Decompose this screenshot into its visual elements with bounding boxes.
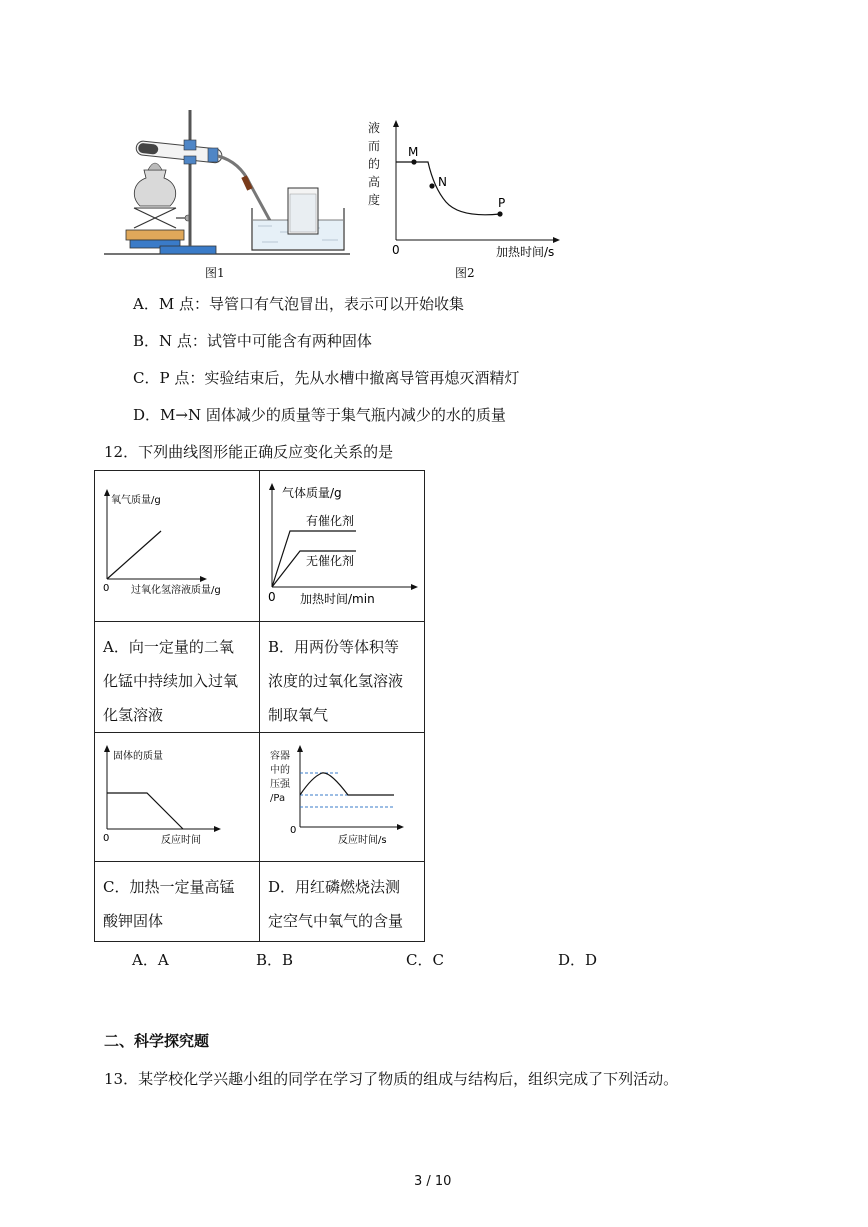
graph-d (260, 733, 424, 857)
q12-option-c-line-2: 酸钾固体 (103, 912, 164, 930)
q12-option-a-line-2: 化锰中持续加入过氧 (103, 672, 239, 690)
svg-text:液: 液 (368, 121, 381, 135)
graph-b-label-bottom: 无催化剂 (306, 554, 355, 568)
graph-c-origin: 0 (103, 833, 110, 844)
q12-stem: 12．下列曲线图形能正确反应变化关系的是 (104, 443, 394, 461)
graph-c-ylabel: 固体的质量 (113, 751, 163, 762)
graph-a (95, 471, 259, 617)
q12-option-c-line-1: C．加热一定量高锰 (103, 878, 235, 896)
graph-c-xlabel: 反应时间 (161, 835, 201, 846)
q11-option-a: A．M 点：导管口有气泡冒出，表示可以开始收集 (133, 295, 464, 313)
section-2-title: 二、科学探究题 (104, 1032, 210, 1050)
svg-text:高: 高 (368, 175, 381, 189)
q12-graph-a-cell (95, 471, 260, 622)
figure-1-apparatus (100, 100, 356, 260)
svg-text:压强: 压强 (270, 779, 290, 790)
figure-2-graph (360, 118, 570, 260)
graph-b-xlabel: 加热时间/min (300, 592, 375, 606)
svg-text:度: 度 (368, 193, 381, 207)
point-p-label: P (498, 196, 506, 210)
graph-b (260, 471, 424, 617)
figure-2-origin: 0 (392, 243, 400, 257)
graph-b-label-top: 有催化剂 (306, 514, 355, 528)
q13-stem: 13．某学校化学兴趣小组的同学在学习了物质的组成与结构后，组织完成了下列活动。 (104, 1070, 679, 1088)
q12-option-c-cell (95, 862, 260, 942)
svg-text:而: 而 (368, 139, 381, 153)
q12-option-d-line-1: D．用红磷燃烧法测 (268, 878, 401, 896)
q12-option-a-cell (95, 622, 260, 733)
svg-text:中的: 中的 (270, 765, 290, 776)
svg-text:的: 的 (368, 157, 381, 171)
graph-a-xlabel: 过氧化氢溶液质量/g (131, 585, 221, 596)
graph-d-origin: 0 (290, 825, 297, 836)
q12-answer-d: D．D (558, 951, 598, 969)
graph-a-ylabel: 氧气质量/g (111, 495, 161, 506)
graph-d-xlabel: 反应时间/s (338, 835, 387, 846)
svg-text:/Pa: /Pa (270, 793, 286, 804)
q12-answer-c: C．C (406, 951, 444, 969)
page-number: 3 / 10 (414, 1174, 452, 1189)
q12-option-a-line-1: A．向一定量的二氧 (103, 638, 234, 656)
graph-c (95, 733, 259, 857)
q12-option-b-line-3: 制取氧气 (268, 706, 329, 724)
q11-option-c: C．P 点：实验结束后，先从水槽中撤离导管再熄灭酒精灯 (133, 369, 520, 387)
q12-answer-a: A．A (132, 951, 169, 969)
graph-a-origin: 0 (103, 583, 110, 594)
point-n-label: N (438, 175, 447, 189)
q12-graph-b-cell (260, 471, 425, 622)
q12-graph-c-cell (95, 733, 260, 862)
q12-answer-b: B．B (256, 951, 294, 969)
figure-1-caption: 图1 (205, 266, 225, 280)
figure-2-xlabel: 加热时间/s (496, 245, 555, 259)
q12-graph-d-cell (260, 733, 425, 862)
q12-option-b-line-2: 浓度的过氧化氢溶液 (268, 672, 404, 690)
q12-option-d-line-2: 定空气中氧气的含量 (268, 912, 404, 930)
q12-option-b-cell (260, 622, 425, 733)
q12-options-table (94, 470, 425, 942)
q12-option-b-line-1: B．用两份等体积等 (268, 638, 400, 656)
q12-option-a-line-3: 化氢溶液 (103, 706, 164, 724)
q11-option-b: B．N 点：试管中可能含有两种固体 (133, 332, 372, 350)
svg-text:容器: 容器 (270, 751, 290, 762)
graph-b-ylabel: 气体质量/g (282, 486, 342, 500)
q11-option-d: D．M→N 固体减少的质量等于集气瓶内减少的水的质量 (133, 406, 506, 424)
figure-2-caption: 图2 (455, 266, 475, 280)
graph-b-origin: 0 (268, 590, 276, 604)
q12-option-d-cell (260, 862, 425, 942)
point-m-label: M (408, 145, 419, 159)
figure-2-ylabel (368, 120, 380, 207)
